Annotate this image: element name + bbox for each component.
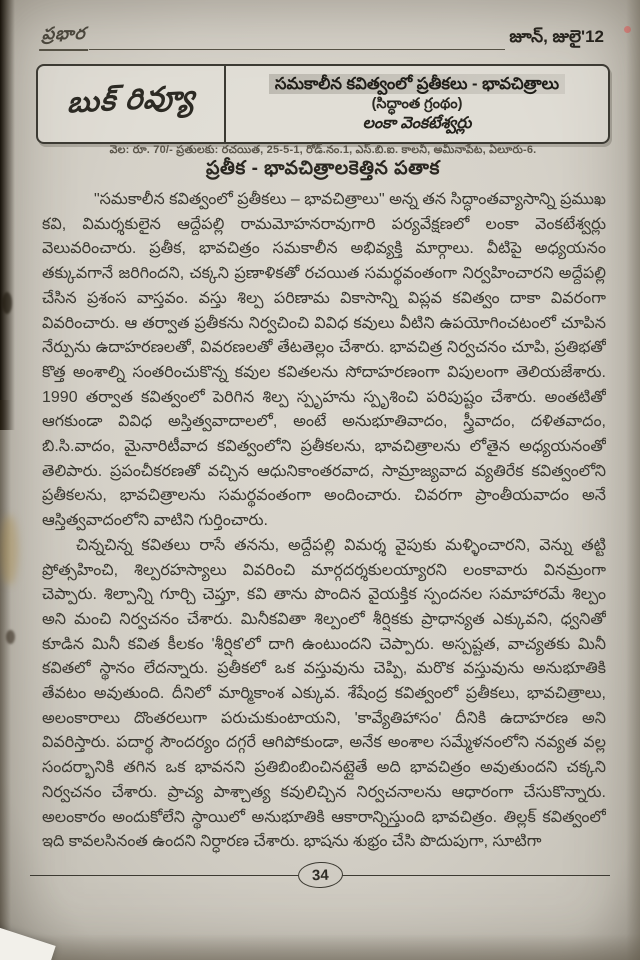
review-header-box: [36, 64, 610, 144]
page-edge-shadow: [0, 934, 640, 960]
footer-rule-left: [30, 875, 298, 876]
page-edge-shadow: [626, 0, 640, 960]
column-label-cell: [38, 66, 226, 142]
column-label: బుక్ రివ్యూ: [66, 80, 197, 120]
article-body: [42, 188, 606, 856]
page-footer: [30, 862, 610, 888]
binding-shadow-bottom: [0, 400, 11, 960]
book-info-cell: [226, 66, 608, 142]
book-type: (సిద్ధాంత గ్రంథం): [371, 96, 463, 112]
scan-stain: [6, 630, 15, 644]
magazine-logo: ప్రభార: [39, 24, 90, 51]
masthead: [40, 24, 604, 51]
scan-stain: [2, 292, 12, 314]
price-address-line: వెల: రూ. 70/- ప్రతులకు: రచయిత, 25-5-1, రోడ్.నం.1, ఎస్.బి.ఐ. కాలనీ, అమీనాపేట, ఏలూరు-6.: [109, 144, 537, 156]
scan-stain: [0, 515, 18, 585]
binding-shadow-top: [0, 0, 15, 430]
page-number: 34: [297, 861, 343, 889]
book-author: లంకా వెంకటేశ్వర్లు: [362, 115, 472, 132]
article-paragraph: చిన్నచిన్న కవితలు రాసే తనను, అద్దేపల్లి విమర్శ వైపుకు మళ్ళించారని, వెన్ను తట్టి ప్రోత్సహించి, శిల్పరహస్యాలు వివరించి మార్గదర్శకులయ్యారని లంకావారు వినమ్రంగా చెప్పారు. శిల్పాన్ని గూర్చి చెప్తూ, కవి తాను పొందిన వైయక్తిక స్పందనల సమాహారమే శిల్పం అని మంచి నిర్వచనం చేశారు. మినీకవితా శిల్పంలో శీర్షికకు ప్రాధాన్యత ఎక్కువని, ధ్వనితో కూడిన మినీ కవిత కీలకం 'శీర్షిక'లో దాగి ఉంటుందని చెప్పారు. అస్పష్టత, వాచ్యతకు మినీ కవితలో స్థానం లేదన్నారు. ప్రతీకలో ఒక వస్తువును చెప్పి, మరొక వస్తువును అనుభూతికి తేవటం అవుతుంది. దీనిలో మార్మికాంశ ఎక్కువ. శేషేంద్ర కవిత్వంలో ప్రతీకలు, భావచిత్రాలు, అలంకారాలు దొంతరలుగా పరుచుకుంటాయని, 'కావ్యేతిహాసం' దీనికి ఉదాహరణ అని వివరిస్తారు. పదార్థ సౌందర్యం దగ్గరే ఆగిపోకుండా, అనేక అంశాల సమ్మేళనంలోని నవ్యత వల్ల సందర్భానికి తగిన ఒక భావనని ప్రతిబింబించినట్లైతే అది భావచిత్రం అవుతుందని చక్కని నిర్వచనం చేశారు. ప్రాచ్య పాశ్చాత్య కవులిచ్చిన నిర్వచనాలను ఆధారంగా చేసుకొన్నారు. అలంకారం అందుకోలేని స్థాయిలో అనుభూతికి ఆకారాన్నిస్తుంది భావచిత్రం. తిల్లక్ కవిత్వంలో ఇది కావలసినంత ఉందని నిర్ధారణ చేశారు. భాషను శుభ్రం చేసి పొదుపుగా, సూటిగా: [42, 536, 606, 851]
article-paragraph: "సమకాలీన కవిత్వంలో ప్రతీకలు – భావచిత్రాలు" అన్న తన సిద్ధాంతవ్యాసాన్ని ప్రముఖ కవి, విమర్శకులైన ఆద్దేపల్లి రామమోహనరావుగారి పర్యవేక్షణలో లంకా వెంకటేశ్వర్లు వెలువరించారు. ప్రతీక, భావచిత్రం సమకాలీన అభివ్యక్తి మార్గాలు. వీటిపై అధ్యయనం తక్కువగానే జరిగిందని, చక్కని ప్రణాళికతో రచయిత సమర్థవంతంగా నిర్వహించారని అద్దేపల్లి చేసిన ప్రశంస వాస్తవం. వస్తు శిల్ప పరిణామ వికాసాన్ని విప్లవ కవిత్వం దాకా వివరంగా వివరించారు. ఆ తర్వాత ప్రతీకను నిర్వచించి వివిధ కవులు వీటిని ఉపయోగించటంలో చూపిన నేర్పును ఉదాహరణలతో, వివరణలతో తేటతెల్లం చేశారు. భావచిత్ర నిర్వచనం చూపి, ప్రతిభతో కొత్త అంశాల్ని సంతరించుకొన్న కవుల కవితలను సోదాహరణంగా విపులంగా తెలియజేశారు. 1990 తర్వాత కవిత్వంలో పెరిగిన శిల్ప స్పృహను స్పృశించి పరిపుష్టం చేశారు. అంతటితో ఆగకుండా వివిధ అస్తిత్వవాదాలలో, అంటే అనుభూతివాదం, స్త్రీవాదం, దళితవాదం, బి.సి.వాదం, మైనారిటీవాద కవిత్వంలోని ప్రతీకలను, భావచిత్రాలను లోతైన అధ్యయనంతో తెలిపారు. ప్రపంచీకరణతో వచ్చిన ఆధునికాంతరవాద, సామ్రాజ్యవాద వ్యతిరేక కవిత్వంలోని ప్రతీకలను, భావచిత్రాలను సమర్థవంతంగా అందించారు. చివరగా ప్రాంతీయవాదం అనే ఆస్తిత్వవాదంలోని వాటిని గుర్తించారు.: [42, 191, 606, 530]
footer-rule-right: [342, 875, 610, 876]
issue-date: జూన్, జులై'12: [509, 27, 604, 46]
review-title: ప్రతీక - భావచిత్రాలకెత్తిన పతాక: [206, 158, 440, 179]
masthead-rule: [89, 49, 505, 50]
book-title: సమకాలీన కవిత్వంలో ప్రతీకలు - భావచిత్రాలు: [269, 74, 565, 94]
